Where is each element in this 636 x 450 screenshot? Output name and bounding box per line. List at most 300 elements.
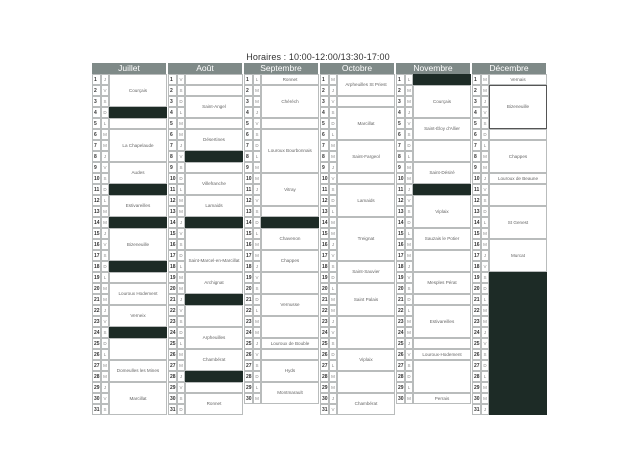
weekday-letter: M	[101, 206, 109, 217]
weekday-letter: L	[253, 228, 261, 239]
empty-slot	[413, 140, 471, 162]
day-number: 25	[92, 338, 101, 349]
weekday-letter: V	[329, 327, 337, 338]
empty-slot	[185, 305, 243, 327]
day-number: 2	[472, 85, 481, 96]
empty-slot	[261, 206, 319, 217]
day-number: 8	[92, 151, 101, 162]
day-number: 13	[244, 206, 253, 217]
empty-slot	[489, 184, 547, 206]
weekday-letter: D	[329, 272, 337, 283]
weekday-letter: J	[405, 107, 413, 118]
village-slot: Saint-Désiré	[413, 162, 471, 184]
day-number: 27	[244, 360, 253, 371]
day-number: 28	[244, 371, 253, 382]
weekday-letter: S	[177, 85, 185, 96]
village-slot: Marcillat	[337, 107, 395, 140]
day-number: 24	[320, 327, 329, 338]
closed-slot	[185, 294, 243, 305]
weekday-letter: D	[253, 371, 261, 382]
day-number: 2	[92, 85, 101, 96]
weekday-letter: M	[481, 382, 489, 393]
day-number: 5	[244, 118, 253, 129]
closed-slot	[109, 217, 167, 228]
weekday-letter: J	[177, 371, 185, 382]
closed-slot	[109, 107, 167, 118]
weekday-letter: M	[481, 393, 489, 404]
day-number: 7	[396, 140, 405, 151]
village-slot: Arpheuilles St Priest	[337, 74, 395, 96]
weekday-letter: M	[329, 217, 337, 228]
weekday-letter: L	[101, 272, 109, 283]
day-number: 22	[244, 305, 253, 316]
village-slot: Saint-Sauvier	[337, 261, 395, 283]
day-number: 4	[244, 107, 253, 118]
weekday-letter: M	[405, 316, 413, 327]
weekday-letter: J	[405, 338, 413, 349]
weekday-letter: M	[253, 239, 261, 250]
day-number: 1	[244, 74, 253, 85]
day-number: 8	[396, 151, 405, 162]
weekday-letter: J	[481, 404, 489, 415]
day-number: 8	[472, 151, 481, 162]
village-slot: Chappes	[489, 140, 547, 173]
weekday-letter: V	[253, 349, 261, 360]
day-number: 6	[396, 129, 405, 140]
weekday-letter: V	[329, 173, 337, 184]
weekday-letter: M	[405, 96, 413, 107]
day-number: 14	[92, 217, 101, 228]
weekday-letter: L	[101, 349, 109, 360]
village-slot: Viplaix	[413, 195, 471, 228]
weekday-letter: V	[329, 404, 337, 415]
weekday-letter: V	[101, 85, 109, 96]
weekday-letter: D	[177, 404, 185, 415]
weekday-letter: S	[405, 206, 413, 217]
weekday-letter: J	[101, 74, 109, 85]
day-number: 29	[396, 382, 405, 393]
weekday-letter: M	[405, 393, 413, 404]
weekday-letter: D	[253, 140, 261, 151]
weekday-letter: M	[253, 173, 261, 184]
weekday-letter: S	[253, 129, 261, 140]
weekday-letter: V	[101, 239, 109, 250]
weekday-letter: M	[177, 272, 185, 283]
day-number: 23	[396, 316, 405, 327]
day-number: 8	[320, 151, 329, 162]
day-number: 1	[472, 74, 481, 85]
weekday-letter: D	[405, 217, 413, 228]
weekday-letter: S	[329, 261, 337, 272]
weekday-letter: V	[101, 162, 109, 173]
day-number: 22	[472, 305, 481, 316]
day-number: 3	[472, 96, 481, 107]
weekday-letter: S	[329, 107, 337, 118]
day-number: 19	[244, 272, 253, 283]
day-number: 18	[396, 261, 405, 272]
weekday-letter: J	[101, 228, 109, 239]
day-number: 12	[244, 195, 253, 206]
day-number: 14	[168, 217, 177, 228]
day-number: 5	[320, 118, 329, 129]
day-number: 8	[244, 151, 253, 162]
weekday-letter: D	[101, 184, 109, 195]
weekday-letter: V	[481, 261, 489, 272]
day-number: 30	[244, 393, 253, 404]
day-number: 24	[244, 327, 253, 338]
village-slot: Mesples Pérat	[413, 272, 471, 294]
day-number: 16	[92, 239, 101, 250]
village-slot: Ronnet	[185, 393, 243, 415]
empty-slot	[185, 162, 243, 173]
day-number: 15	[320, 228, 329, 239]
day-number: 10	[320, 173, 329, 184]
village-slot: Lamaids	[185, 195, 243, 217]
village-slot: Bizeneuille	[489, 85, 547, 129]
weekday-letter: M	[481, 316, 489, 327]
weekday-letter: L	[253, 382, 261, 393]
day-number: 13	[396, 206, 405, 217]
day-number: 2	[244, 85, 253, 96]
village-slot: Arpheuilles	[185, 327, 243, 349]
closed-slot	[185, 371, 243, 382]
day-number: 9	[168, 162, 177, 173]
weekday-letter: M	[481, 151, 489, 162]
weekday-letter: M	[101, 217, 109, 228]
day-number: 25	[472, 338, 481, 349]
weekday-letter: V	[101, 393, 109, 404]
weekday-letter: L	[253, 151, 261, 162]
weekday-letter: D	[101, 107, 109, 118]
day-number: 9	[472, 162, 481, 173]
day-number: 19	[396, 272, 405, 283]
day-number: 11	[472, 184, 481, 195]
day-number: 19	[472, 272, 481, 283]
weekday-letter: D	[481, 206, 489, 217]
weekday-letter: V	[253, 272, 261, 283]
day-number: 15	[472, 228, 481, 239]
village-slot: Hyds	[261, 360, 319, 382]
weekday-letter: M	[101, 129, 109, 140]
empty-slot	[109, 338, 167, 360]
day-number: 31	[168, 404, 177, 415]
month-header: Novembre	[396, 63, 471, 74]
day-number: 4	[472, 107, 481, 118]
day-number: 29	[472, 382, 481, 393]
day-number: 15	[244, 228, 253, 239]
weekday-letter: M	[329, 228, 337, 239]
day-number: 29	[92, 382, 101, 393]
village-slot: Louroux de Beaune	[489, 173, 547, 184]
day-number: 2	[168, 85, 177, 96]
weekday-letter: M	[177, 129, 185, 140]
weekday-letter: M	[405, 162, 413, 173]
village-slot: Bizeneuille	[109, 228, 167, 261]
weekday-letter: D	[177, 250, 185, 261]
day-number: 5	[472, 118, 481, 129]
day-number: 11	[244, 184, 253, 195]
village-slot: Ronnet	[261, 74, 319, 85]
village-slot: Saint-Éloy d'Allier	[413, 118, 471, 140]
village-slot: Chambérat	[337, 393, 395, 415]
day-number: 17	[244, 250, 253, 261]
empty-slot	[413, 360, 471, 393]
day-number: 10	[244, 173, 253, 184]
day-number: 1	[320, 74, 329, 85]
weekday-letter: J	[481, 250, 489, 261]
weekday-letter: J	[253, 338, 261, 349]
weekday-letter: S	[405, 129, 413, 140]
weekday-letter: L	[481, 140, 489, 151]
day-number: 18	[320, 261, 329, 272]
day-number: 13	[92, 206, 101, 217]
weekday-letter: J	[177, 217, 185, 228]
closed-slot	[185, 217, 243, 228]
month-header: Septembre	[244, 63, 319, 74]
day-number: 11	[320, 184, 329, 195]
day-number: 25	[244, 338, 253, 349]
empty-slot	[261, 316, 319, 338]
weekday-letter: L	[405, 74, 413, 85]
empty-slot	[185, 74, 243, 85]
empty-slot	[337, 96, 395, 107]
weekday-letter: S	[101, 404, 109, 415]
weekday-letter: V	[177, 228, 185, 239]
weekday-letter: D	[329, 118, 337, 129]
closed-slot	[109, 261, 167, 272]
weekday-letter: J	[329, 239, 337, 250]
weekday-letter: J	[329, 162, 337, 173]
day-number: 3	[396, 96, 405, 107]
village-slot: Chéréch	[261, 85, 319, 118]
weekday-letter: V	[253, 195, 261, 206]
weekday-letter: S	[481, 195, 489, 206]
weekday-letter: D	[481, 129, 489, 140]
day-number: 20	[320, 283, 329, 294]
weekday-letter: M	[101, 140, 109, 151]
weekday-letter: V	[253, 118, 261, 129]
weekday-letter: M	[253, 327, 261, 338]
weekday-letter: M	[101, 371, 109, 382]
empty-slot	[413, 338, 471, 349]
day-number: 14	[320, 217, 329, 228]
village-slot: Montmarault	[261, 382, 319, 404]
day-number: 7	[92, 140, 101, 151]
weekday-letter: S	[481, 272, 489, 283]
weekday-letter: V	[405, 118, 413, 129]
day-number: 30	[168, 393, 177, 404]
weekday-letter: M	[405, 250, 413, 261]
day-number: 21	[244, 294, 253, 305]
weekday-letter: M	[329, 305, 337, 316]
weekday-letter: S	[177, 239, 185, 250]
day-number: 20	[472, 283, 481, 294]
village-slot: Villefranche	[185, 173, 243, 195]
village-slot: Saint Palais	[337, 283, 395, 316]
empty-slot	[109, 118, 167, 129]
weekday-letter: V	[177, 382, 185, 393]
day-number: 20	[92, 283, 101, 294]
weekday-letter: L	[329, 360, 337, 371]
day-number: 1	[396, 74, 405, 85]
weekday-letter: J	[481, 96, 489, 107]
empty-slot	[261, 349, 319, 360]
day-number: 12	[168, 195, 177, 206]
day-number: 5	[168, 118, 177, 129]
closed-slot	[413, 74, 471, 85]
day-number: 13	[168, 206, 177, 217]
day-number: 26	[320, 349, 329, 360]
day-number: 30	[320, 393, 329, 404]
weekday-letter: L	[405, 382, 413, 393]
day-number: 24	[168, 327, 177, 338]
empty-slot	[413, 250, 471, 272]
day-number: 26	[168, 349, 177, 360]
month-header: Juillet	[92, 63, 167, 74]
day-number: 21	[396, 294, 405, 305]
weekday-letter: D	[177, 173, 185, 184]
day-number: 6	[320, 129, 329, 140]
weekday-letter: L	[253, 74, 261, 85]
day-number: 16	[244, 239, 253, 250]
day-number: 25	[396, 338, 405, 349]
weekday-letter: M	[177, 283, 185, 294]
day-number: 11	[168, 184, 177, 195]
day-number: 6	[244, 129, 253, 140]
weekday-letter: M	[253, 85, 261, 96]
weekday-letter: M	[329, 294, 337, 305]
weekday-letter: S	[253, 283, 261, 294]
weekday-letter: D	[177, 327, 185, 338]
day-number: 17	[92, 250, 101, 261]
weekday-letter: J	[329, 316, 337, 327]
weekday-letter: M	[329, 371, 337, 382]
weekday-letter: M	[253, 316, 261, 327]
day-number: 28	[168, 371, 177, 382]
day-number: 18	[244, 261, 253, 272]
closed-slot	[185, 151, 243, 162]
day-number: 15	[396, 228, 405, 239]
weekday-letter: M	[101, 294, 109, 305]
weekday-letter: V	[177, 305, 185, 316]
weekday-letter: L	[101, 118, 109, 129]
day-number: 20	[168, 283, 177, 294]
weekday-letter: D	[101, 261, 109, 272]
month-header: Août	[168, 63, 243, 74]
day-number: 19	[320, 272, 329, 283]
empty-slot	[337, 173, 395, 184]
day-number: 31	[472, 404, 481, 415]
weekday-letter: S	[329, 184, 337, 195]
day-number: 4	[168, 107, 177, 118]
weekday-letter: L	[101, 195, 109, 206]
weekday-letter: S	[253, 360, 261, 371]
day-number: 10	[396, 173, 405, 184]
closed-slot	[261, 217, 319, 228]
day-number: 27	[396, 360, 405, 371]
day-number: 24	[92, 327, 101, 338]
closed-slot	[413, 184, 471, 195]
weekday-letter: S	[329, 338, 337, 349]
weekday-letter: M	[481, 239, 489, 250]
day-number: 28	[320, 371, 329, 382]
weekday-letter: S	[253, 206, 261, 217]
weekday-letter: M	[405, 239, 413, 250]
day-number: 7	[320, 140, 329, 151]
weekday-letter: V	[481, 107, 489, 118]
day-number: 12	[92, 195, 101, 206]
weekday-letter: L	[177, 261, 185, 272]
weekday-letter: M	[253, 96, 261, 107]
village-slot: St Genest	[489, 206, 547, 239]
weekday-letter: M	[329, 151, 337, 162]
day-number: 28	[472, 371, 481, 382]
empty-slot	[185, 118, 243, 129]
day-number: 23	[168, 316, 177, 327]
weekday-letter: D	[329, 349, 337, 360]
day-number: 24	[396, 327, 405, 338]
weekday-letter: M	[329, 382, 337, 393]
empty-slot	[185, 228, 243, 250]
weekday-letter: V	[405, 349, 413, 360]
day-number: 14	[396, 217, 405, 228]
weekday-letter: M	[481, 228, 489, 239]
day-number: 15	[92, 228, 101, 239]
day-number: 12	[396, 195, 405, 206]
day-number: 11	[92, 184, 101, 195]
weekday-letter: J	[101, 151, 109, 162]
village-slot: Estivareilles	[109, 195, 167, 217]
empty-slot	[261, 118, 319, 129]
day-number: 9	[320, 162, 329, 173]
weekday-letter: D	[481, 360, 489, 371]
weekday-letter: L	[177, 184, 185, 195]
day-number: 17	[168, 250, 177, 261]
day-number: 29	[320, 382, 329, 393]
day-number: 26	[396, 349, 405, 360]
weekday-letter: J	[253, 261, 261, 272]
weekday-letter: D	[177, 96, 185, 107]
village-slot: Verneix	[109, 305, 167, 327]
day-number: 14	[472, 217, 481, 228]
weekday-letter: D	[101, 338, 109, 349]
village-slot: Chappes	[261, 250, 319, 272]
weekday-letter: S	[405, 283, 413, 294]
village-slot: Domeulles les Mines	[109, 360, 167, 382]
day-number: 27	[472, 360, 481, 371]
month-header: Décembre	[472, 63, 547, 74]
village-slot: Louroux Bourbonnais	[261, 129, 319, 173]
day-number: 3	[320, 96, 329, 107]
day-number: 7	[244, 140, 253, 151]
village-slot: Vernusse	[261, 294, 319, 316]
day-number: 17	[320, 250, 329, 261]
village-slot: Treignat	[337, 217, 395, 261]
weekday-letter: L	[329, 283, 337, 294]
weekday-letter: S	[177, 162, 185, 173]
village-slot: Saint-Fargeol	[337, 140, 395, 173]
day-number: 27	[168, 360, 177, 371]
village-slot: Chavenon	[261, 228, 319, 250]
day-number: 30	[472, 393, 481, 404]
day-number: 13	[320, 206, 329, 217]
day-number: 24	[472, 327, 481, 338]
weekday-letter: V	[329, 96, 337, 107]
day-number: 16	[168, 239, 177, 250]
day-number: 16	[472, 239, 481, 250]
weekday-letter: M	[405, 85, 413, 96]
day-number: 29	[168, 382, 177, 393]
